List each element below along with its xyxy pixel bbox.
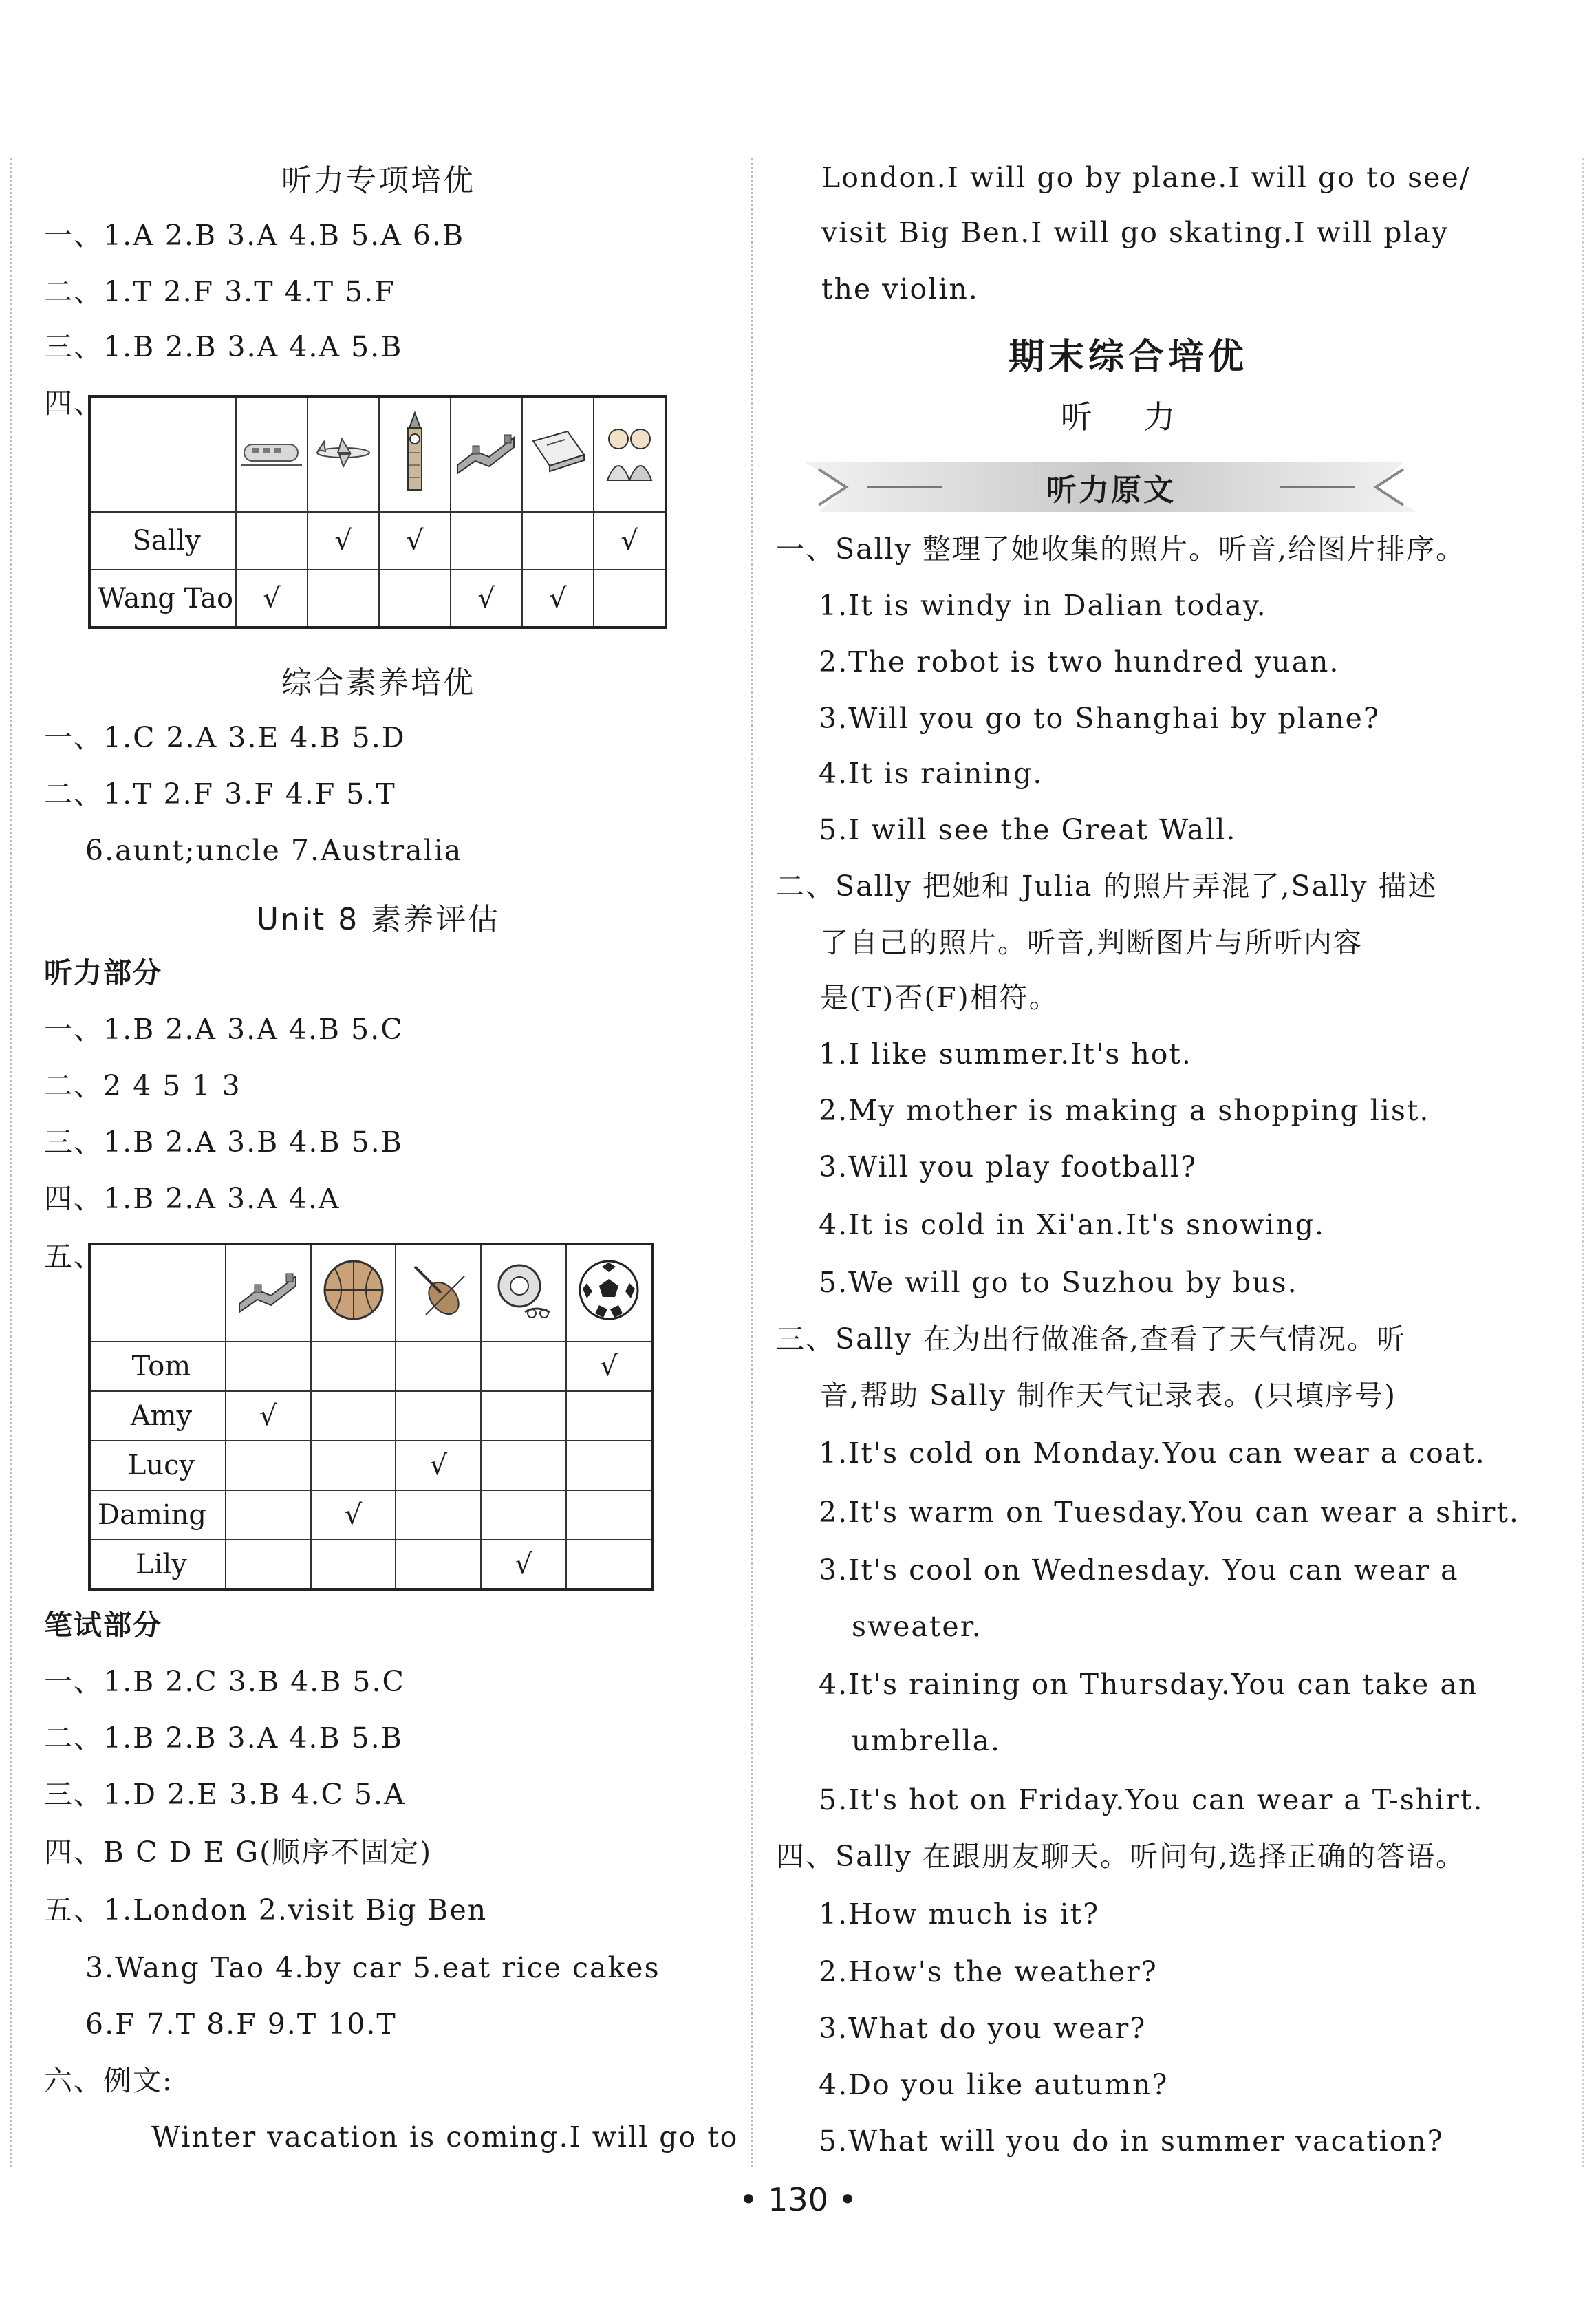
- book-icon: [522, 396, 594, 512]
- table-cell: [481, 1391, 566, 1441]
- table-cell: [311, 1342, 396, 1391]
- table-cell: [311, 1540, 396, 1589]
- table-cell: [226, 1342, 311, 1391]
- table-row-name: Daming: [89, 1490, 226, 1540]
- violin-icon: [396, 1244, 481, 1342]
- table-cell: √: [594, 512, 666, 570]
- subsection-heading: 笔试部分: [44, 1609, 162, 1642]
- sample-essay-line: the violin.: [821, 272, 979, 305]
- table-row-name: Lily: [89, 1540, 226, 1589]
- script-line: 5.It's hot on Friday.You can wear a T-shirt.: [819, 1783, 1484, 1816]
- great-wall-icon: [451, 396, 522, 512]
- script-line: 2.The robot is two hundred yuan.: [819, 645, 1340, 678]
- table-cell: √: [566, 1342, 652, 1391]
- table-cell: [566, 1391, 652, 1441]
- table-cell: √: [379, 512, 451, 570]
- right-margin-rule: [1582, 158, 1584, 2167]
- table-cell: [236, 512, 308, 570]
- table-cell: [481, 1342, 566, 1391]
- table-cell: [226, 1540, 311, 1589]
- table-cell: [396, 1490, 481, 1540]
- table-row-name: Sally: [89, 512, 236, 570]
- table-cell: [311, 1441, 396, 1490]
- table-cell: √: [311, 1490, 396, 1540]
- table-cell: √: [236, 570, 308, 627]
- script-line: 1.It is windy in Dalian today.: [819, 589, 1267, 622]
- table-cell: [311, 1391, 396, 1441]
- answer-line: 6.aunt;uncle 7.Australia: [85, 834, 463, 867]
- answer-line-label: 四、: [44, 387, 103, 420]
- table-cell: [522, 512, 594, 570]
- table-cell: [226, 1490, 311, 1540]
- section-title-comprehensive: 综合素养培优: [281, 665, 475, 700]
- question-line: 三、Sally 在为出行做准备,查看了天气情况。听: [776, 1322, 1406, 1355]
- table-cell: [481, 1441, 566, 1490]
- table-cell: [594, 570, 666, 627]
- table-corner: [89, 1244, 226, 1342]
- subsection-heading: 听力部分: [44, 956, 162, 989]
- answer-line: 二、1.B 2.B 3.A 4.B 5.B: [44, 1721, 403, 1754]
- table-row-name: Amy: [89, 1391, 226, 1441]
- script-line: 3.Will you play football?: [819, 1150, 1198, 1183]
- sample-essay-line: visit Big Ben.I will go skating.I will play: [821, 216, 1449, 249]
- question-line: 二、Sally 把她和 Julia 的照片弄混了,Sally 描述: [776, 870, 1438, 903]
- answer-line: 3.Wang Tao 4.by car 5.eat rice cakes: [85, 1951, 660, 1984]
- question-line: 一、Sally 整理了她收集的照片。听音,给图片排序。: [776, 533, 1465, 566]
- answer-line: 一、1.C 2.A 3.E 4.B 5.D: [44, 721, 406, 754]
- script-line: 5.We will go to Suzhou by bus.: [819, 1266, 1298, 1299]
- table-cell: [396, 1540, 481, 1589]
- answer-line: 二、1.T 2.F 3.F 4.F 5.T: [44, 777, 396, 810]
- table-cell: √: [481, 1540, 566, 1589]
- question-line: 四、Sally 在跟朋友聊天。听问句,选择正确的答语。: [776, 1840, 1465, 1873]
- question-line: 是(T)否(F)相符。: [820, 981, 1059, 1014]
- script-line: 1.I like summer.It's hot.: [819, 1038, 1192, 1071]
- basketball-icon: [311, 1244, 396, 1342]
- answer-line: 三、1.D 2.E 3.B 4.C 5.A: [44, 1778, 406, 1811]
- football-icon: [566, 1244, 652, 1342]
- script-line: 2.It's warm on Tuesday.You can wear a shirt.: [819, 1496, 1520, 1529]
- answer-table-2: [88, 1243, 654, 1591]
- table-cell: [451, 512, 522, 570]
- plane-icon: [308, 396, 379, 512]
- answer-line: 三、1.B 2.A 3.B 4.B 5.B: [44, 1126, 403, 1159]
- swim-ring-icon: [481, 1244, 566, 1342]
- question-line: 了自己的照片。听音,判断图片与所听内容: [820, 926, 1363, 959]
- section-title-listening-special: 听力专项培优: [281, 163, 475, 198]
- table-cell: [226, 1441, 311, 1490]
- answer-line: 六、例文:: [44, 2064, 173, 2097]
- sample-essay-line: Winter vacation is coming.I will go to: [151, 2120, 739, 2153]
- table-cell: √: [226, 1391, 311, 1441]
- family-icon: [594, 396, 666, 512]
- section-title-unit8: Unit 8 素养评估: [256, 902, 501, 937]
- script-line: 4.It is cold in Xi'an.It's snowing.: [819, 1208, 1326, 1241]
- script-line: 3.What do you wear?: [819, 2012, 1147, 2045]
- script-line: umbrella.: [852, 1724, 1002, 1757]
- script-line: sweater.: [852, 1610, 982, 1643]
- table-cell: √: [451, 570, 522, 627]
- answer-line: 五、1.London 2.visit Big Ben: [44, 1893, 488, 1926]
- table-row-name: Tom: [89, 1342, 226, 1391]
- page-number: • 130 •: [739, 2181, 857, 2218]
- table-cell: √: [308, 512, 379, 570]
- table-corner: [89, 396, 236, 512]
- script-line: 2.How's the weather?: [819, 1955, 1158, 1988]
- answer-table-1: [88, 395, 667, 629]
- train-icon: [236, 396, 308, 512]
- left-margin-rule: [10, 158, 12, 2167]
- answer-line: 一、1.B 2.A 3.A 4.B 5.C: [44, 1013, 404, 1046]
- table-row-name: Wang Tao: [89, 570, 236, 627]
- script-line: 1.How much is it?: [819, 1898, 1100, 1931]
- script-line: 5.What will you do in summer vacation?: [819, 2125, 1444, 2158]
- question-line: 音,帮助 Sally 制作天气记录表。(只填序号): [820, 1379, 1397, 1412]
- section-title-final: 期末综合培优: [1008, 336, 1248, 378]
- section-title-listening: 听 力: [1060, 398, 1196, 436]
- table-cell: √: [396, 1441, 481, 1490]
- answer-line: 四、1.B 2.A 3.A 4.A: [44, 1182, 341, 1215]
- table-cell: [379, 570, 451, 627]
- script-line: 4.It is raining.: [819, 757, 1044, 790]
- script-line: 5.I will see the Great Wall.: [819, 813, 1237, 846]
- answer-line: 一、1.A 2.B 3.A 4.B 5.A 6.B: [44, 219, 465, 252]
- sample-essay-line: London.I will go by plane.I will go to see/: [821, 161, 1471, 194]
- table-cell: [566, 1441, 652, 1490]
- table-cell: [481, 1490, 566, 1540]
- table-cell: [396, 1342, 481, 1391]
- script-line: 2.My mother is making a shopping list.: [819, 1094, 1430, 1127]
- script-line: 4.Do you like autumn?: [819, 2068, 1169, 2101]
- answer-line: 二、1.T 2.F 3.T 4.T 5.F: [44, 275, 396, 308]
- answer-line: 6.F 7.T 8.F 9.T 10.T: [85, 2008, 397, 2041]
- table-cell: [308, 570, 379, 627]
- great-wall-icon: [226, 1244, 311, 1342]
- table-cell: [566, 1540, 652, 1589]
- script-line: 3.Will you go to Shanghai by plane?: [819, 702, 1380, 735]
- big-ben-icon: [379, 396, 451, 512]
- answer-line-label: 五、: [44, 1240, 103, 1273]
- table-cell: [396, 1391, 481, 1441]
- table-cell: √: [522, 570, 594, 627]
- answer-line: 一、1.B 2.C 3.B 4.B 5.C: [44, 1665, 405, 1698]
- column-divider: [751, 158, 753, 2167]
- table-row-name: Lucy: [89, 1441, 226, 1490]
- answer-line: 二、2 4 5 1 3: [44, 1069, 241, 1102]
- banner-title: 听力原文: [1046, 473, 1176, 508]
- script-line: 3.It's cool on Wednesday. You can wear a: [819, 1554, 1459, 1587]
- script-line: 1.It's cold on Monday.You can wear a coat.: [819, 1437, 1486, 1470]
- script-line: 4.It's raining on Thursday.You can take an: [819, 1668, 1478, 1701]
- table-cell: [566, 1490, 652, 1540]
- answer-line: 四、B C D E G(顺序不固定): [44, 1836, 433, 1869]
- answer-line: 三、1.B 2.B 3.A 4.A 5.B: [44, 330, 403, 363]
